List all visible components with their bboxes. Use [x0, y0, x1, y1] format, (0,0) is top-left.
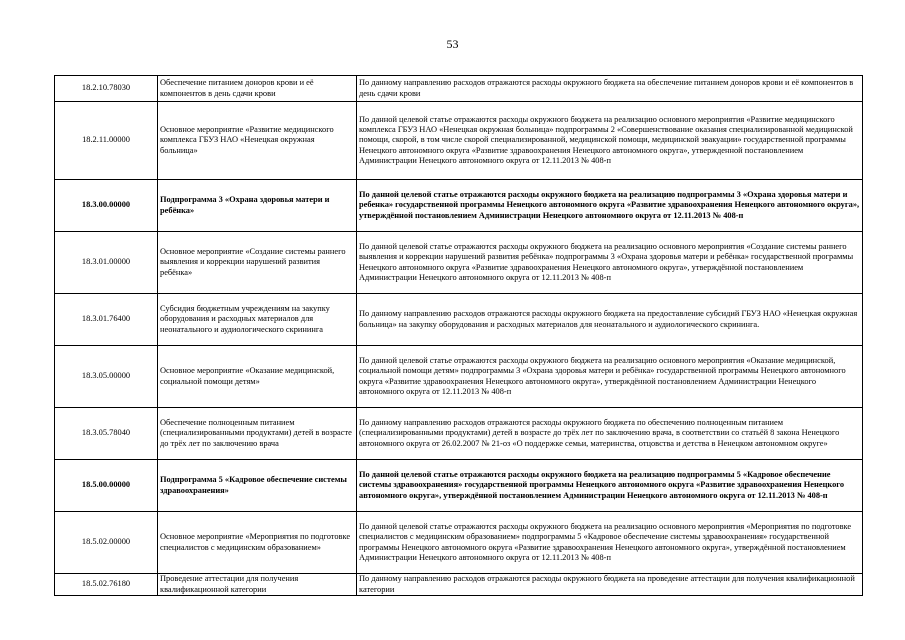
code-cell: 18.3.05.78040	[55, 408, 158, 460]
code-cell: 18.2.11.00000	[55, 102, 158, 180]
description-cell: По данной целевой статье отражаются расходы окружного бюджета на реализацию подпрограммы 5 «Кадровое обеспечение системы здравоохранения» государственной программы Ненецкого автономного округа «Развитие здравоохранения Ненецкого автономного округа», утверждённой постановлением Администрации Ненецкого автономного округа от 12.11.2013 № 408-п	[357, 460, 863, 512]
table-row	[55, 574, 863, 596]
table-row	[55, 232, 863, 294]
code-cell: 18.3.01.76400	[55, 294, 158, 346]
code-cell: 18.5.02.76180	[55, 574, 158, 596]
code-cell: 18.5.00.00000	[55, 460, 158, 512]
name-cell: Обеспечение полноценным питанием (специализированными продуктами) детей в возрасте до трёх лет по заключению врача	[158, 408, 357, 460]
budget-classification-table	[54, 75, 863, 596]
description-cell: По данному направлению расходов отражаются расходы окружного бюджета на обеспечение питанием доноров крови и её компонентов в день сдачи крови	[357, 76, 863, 102]
description-cell: По данной целевой статье отражаются расходы окружного бюджета на реализацию основного мероприятия «Создание системы раннего выявления и коррекции нарушений развития ребёнка» подпрограммы 3 «Охрана здоровья матери и ребёнка» государственной программы Ненецкого автономного округа «Развитие здравоохранения Ненецкого автономного округа», утверждённой постановлением Администрации Ненецкого автономного округа от 12.11.2013 № 408-п	[357, 232, 863, 294]
table-row	[55, 512, 863, 574]
code-cell: 18.3.00.00000	[55, 180, 158, 232]
code-cell: 18.3.05.00000	[55, 346, 158, 408]
description-cell: По данному направлению расходов отражаются расходы окружного бюджета на предоставление субсидий ГБУЗ НАО «Ненецкая окружная больница» на закупку оборудования и расходных материалов для неонатального и аудиологического скрининга.	[357, 294, 863, 346]
table-row	[55, 76, 863, 102]
table-row	[55, 180, 863, 232]
name-cell: Проведение аттестации для получения квалификационной категории	[158, 574, 357, 596]
table-row	[55, 408, 863, 460]
name-cell: Подпрограмма 5 «Кадровое обеспечение системы здравоохранения»	[158, 460, 357, 512]
name-cell: Обеспечение питанием доноров крови и её компонентов в день сдачи крови	[158, 76, 357, 102]
name-cell: Основное мероприятие «Мероприятия по подготовке специалистов с медицинским образованием»	[158, 512, 357, 574]
description-cell: По данному направлению расходов отражаются расходы окружного бюджета на проведение аттестации для получения квалификационной категории	[357, 574, 863, 596]
description-cell: По данному направлению расходов отражаются расходы окружного бюджета по обеспечению полноценным питанием (специализированными продуктами) детей в возрасте до трёх лет по заключению врача, в соответствии со статьёй 8 закона Ненецкого автономного округа от 26.02.2007 № 21-оз «О поддержке семьи, материнства, отцовства и детства в Ненецком автономном округе»	[357, 408, 863, 460]
description-cell: По данной целевой статье отражаются расходы окружного бюджета на реализацию основного мероприятия «Оказание медицинской, социальной помощи детям» подпрограммы 3 «Охрана здоровья матери и ребёнка» государственной программы Ненецкого автономного округа «Развитие здравоохранения Ненецкого автономного округа», утверждённой постановлением Администрации Ненецкого автономного округа от 12.11.2013 № 408-п	[357, 346, 863, 408]
table-row	[55, 102, 863, 180]
table-row	[55, 346, 863, 408]
description-cell: По данной целевой статье отражаются расходы окружного бюджета на реализацию подпрограммы 3 «Охрана здоровья матери и ребенка» государственной программы Ненецкого автономного округа «Развитие здравоохранения Ненецкого автономного округа», утверждённой постановлением Администрации Ненецкого автономного округа от 12.11.2013 № 408-п	[357, 180, 863, 232]
description-cell: По данной целевой статье отражаются расходы окружного бюджета на реализацию основного мероприятия «Мероприятия по подготовке специалистов с медицинским образованием» подпрограммы 5 «Кадровое обеспечение системы здравоохранения» государственной программы Ненецкого автономного округа «Развитие здравоохранения Ненецкого автономного округа», утверждённой постановлением Администрации Ненецкого автономного округа от 12.11.2013 № 408-п	[357, 512, 863, 574]
name-cell: Основное мероприятие «Создание системы раннего выявления и коррекции нарушений развития ребёнка»	[158, 232, 357, 294]
code-cell: 18.3.01.00000	[55, 232, 158, 294]
table-row	[55, 460, 863, 512]
table-body	[55, 76, 863, 596]
code-cell: 18.5.02.00000	[55, 512, 158, 574]
code-cell: 18.2.10.78030	[55, 76, 158, 102]
name-cell: Субсидия бюджетным учреждениям на закупку оборудования и расходных материалов для неонатального и аудиологического скрининга	[158, 294, 357, 346]
name-cell: Подпрограмма 3 «Охрана здоровья матери и ребёнка»	[158, 180, 357, 232]
description-cell: По данной целевой статье отражаются расходы окружного бюджета на реализацию основного мероприятия «Развитие медицинского комплекса ГБУЗ НАО «Ненецкая окружная больница» подпрограммы 2 «Совершенствование оказания специализированной медицинской помощи, скорой, в том числе скорой специализированной, медицинской помощи, медицинской эвакуации» государственной программы Ненецкого автономного округа «Развитие здравоохранения Ненецкого автономного округа», утвержденной постановлением Администрации Ненецкого автономного округа от 12.11.2013 № 408-п	[357, 102, 863, 180]
page-number: 53	[446, 37, 459, 51]
table-row	[55, 294, 863, 346]
name-cell: Основное мероприятие «Развитие медицинского комплекса ГБУЗ НАО «Ненецкая окружная больница»	[158, 102, 357, 180]
name-cell: Основное мероприятие «Оказание медицинской, социальной помощи детям»	[158, 346, 357, 408]
